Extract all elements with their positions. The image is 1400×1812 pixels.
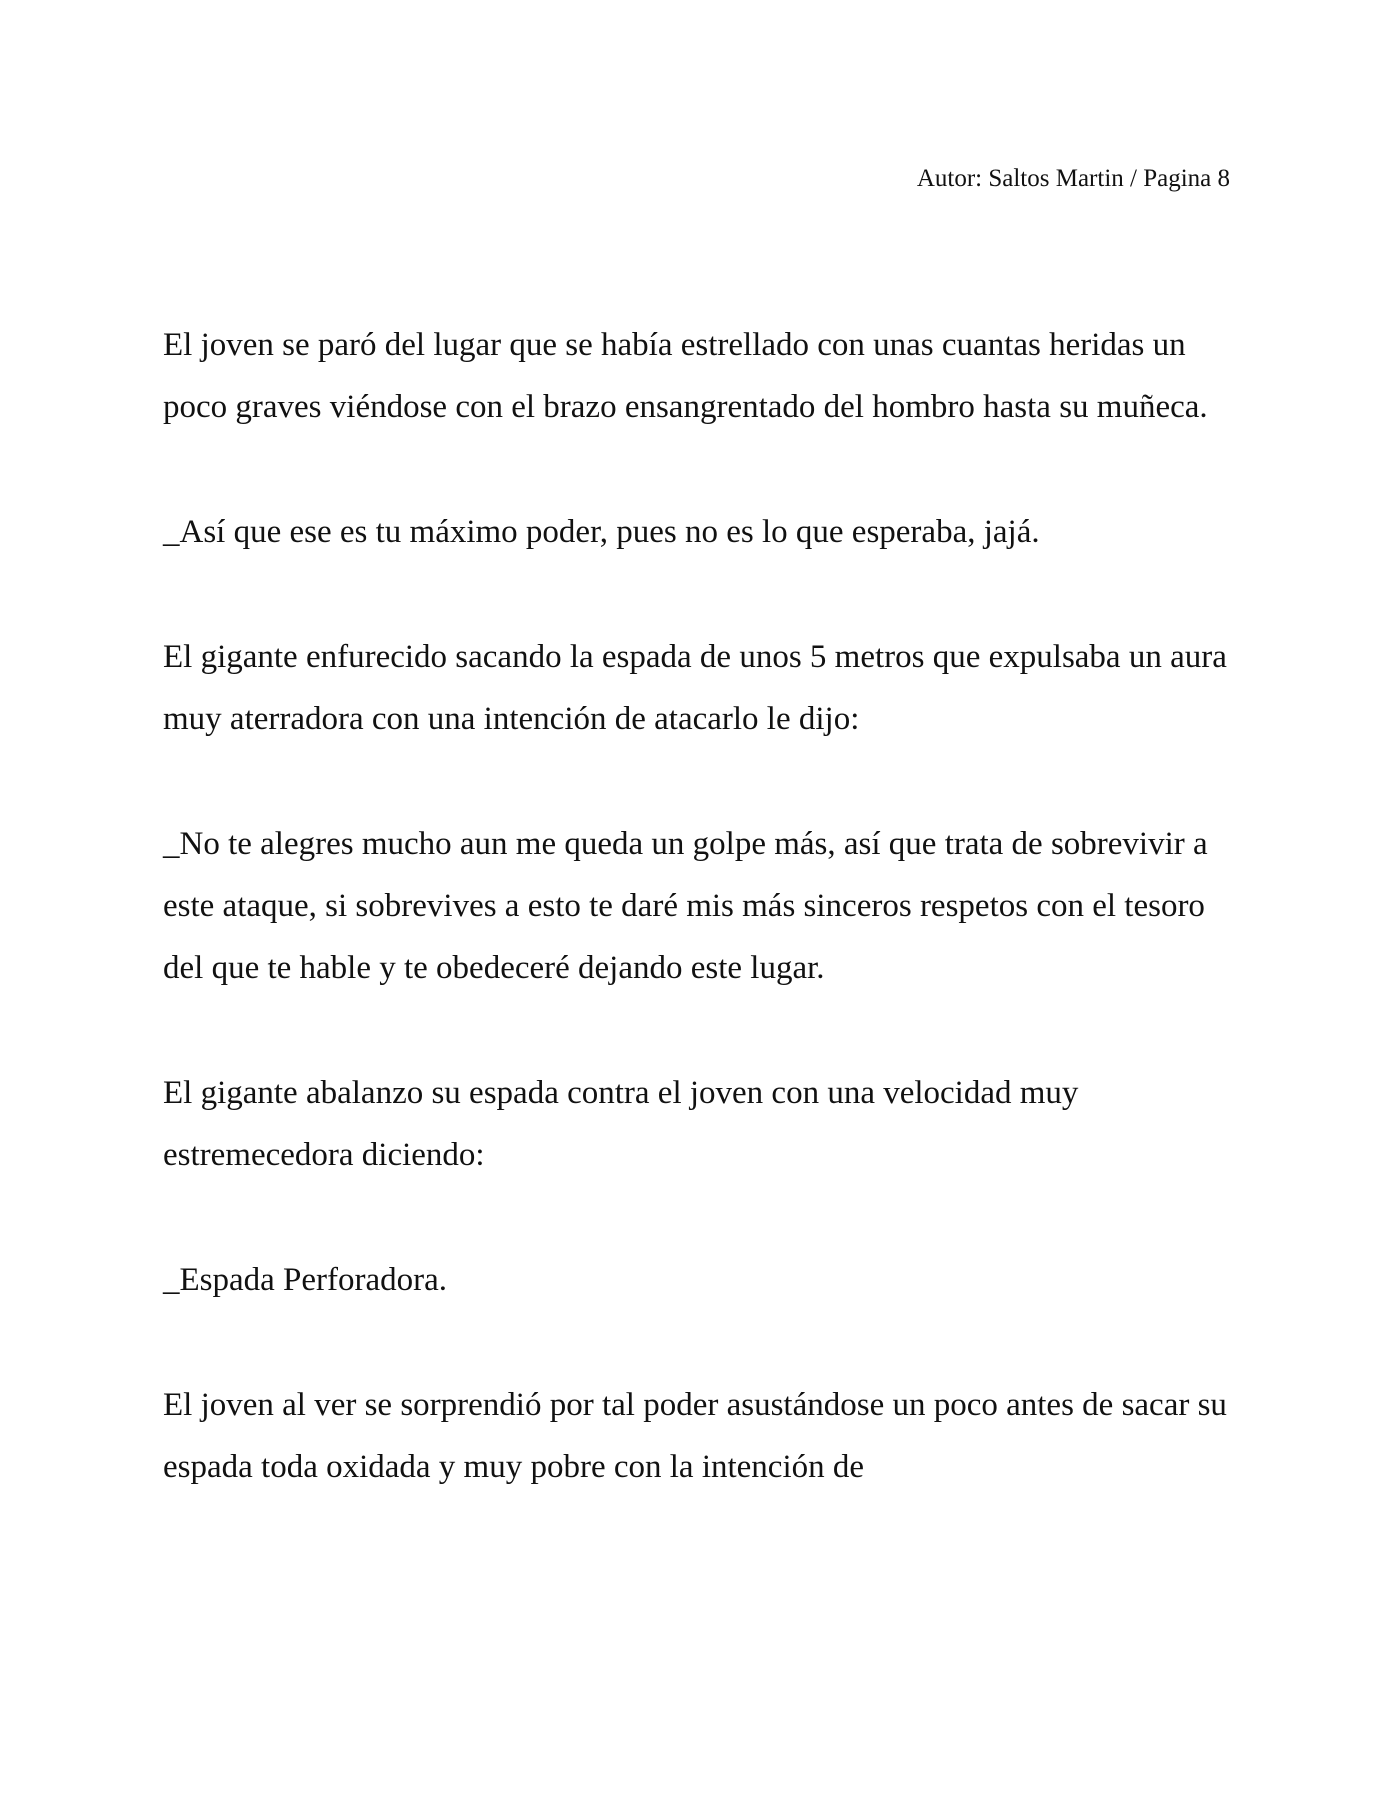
paragraph-2: _Así que ese es tu máximo poder, pues no es lo que esperaba, jajá. (163, 514, 1040, 550)
paragraph-6: _Espada Perforadora. (163, 1262, 448, 1298)
paragraph-7: El joven al ver se sorprendió por tal poder asustándose un poco antes de sacar su espada toda oxidada y muy pobre con la intención de (163, 1387, 1227, 1485)
paragraph-5: El gigante abalanzo su espada contra el joven con una velocidad muy estremecedora diciendo: (163, 1075, 1079, 1173)
paragraph-1: El joven se paró del lugar que se había estrellado con unas cuantas heridas un poco graves viéndose con el brazo ensangrentado del hombro hasta su muñeca. (163, 327, 1208, 425)
paragraph-4: _No te alegres mucho aun me queda un golpe más, así que trata de sobrevivir a este ataque, si sobrevives a esto te daré mis más sinceros respetos con el tesoro del que te hable y te obedeceré dejando este lugar. (163, 826, 1208, 986)
document-body (163, 314, 1253, 1498)
paragraph-3: El gigante enfurecido sacando la espada de unos 5 metros que expulsaba un aura muy aterradora con una intención de atacarlo le dijo: (163, 639, 1227, 737)
page-header: Autor: Saltos Martin / Pagina 8 (916, 165, 1230, 192)
